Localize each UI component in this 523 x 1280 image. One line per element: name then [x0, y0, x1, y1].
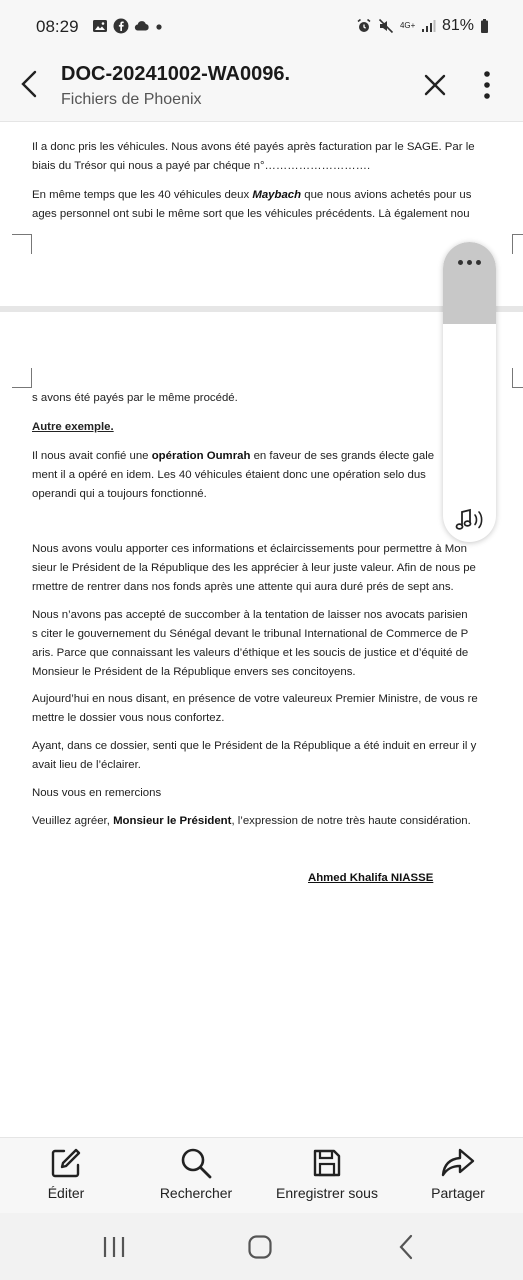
back-button[interactable] [10, 65, 48, 103]
paragraph-5: Nous avons voulu apporter ces informations et éclaircissements pour permettre à Mon sieur le Président de la République des les apprécier à leur juste valeur. Afin de nous pe rmettre de rentrer dans nos fonds après une attente qui aura duré prés de sept ans. [32, 543, 476, 593]
share-label: Partager [431, 1185, 485, 1201]
recent-apps-button[interactable] [99, 1233, 129, 1261]
paragraph-2-text: En même temps que les 40 véhicules deux [32, 189, 253, 201]
edit-button[interactable] [30, 1146, 102, 1201]
save-as-button[interactable] [270, 1146, 384, 1201]
paragraph-3: s avons été payés par le même procédé. [32, 392, 238, 404]
page-crop-mark [12, 368, 32, 388]
battery-icon [480, 18, 489, 34]
paragraph-10 [32, 812, 518, 831]
signature-name: Ahmed Khalifa NIASSE [308, 872, 434, 884]
page-crop-mark [512, 234, 523, 254]
mute-icon [378, 18, 394, 34]
save-icon [310, 1146, 344, 1180]
maybach-text: Maybach [252, 189, 302, 201]
signal-icon [420, 18, 436, 34]
paragraph-8: Ayant, dans ce dossier, senti que le Président de la République a été induit en erreur il y avait lieu de l’éclairer. [32, 740, 477, 771]
back-icon [396, 1234, 416, 1260]
document-source: Fichiers de Phoenix [61, 91, 202, 108]
close-button[interactable] [418, 68, 452, 102]
status-notification-icons [92, 18, 163, 34]
edit-icon [49, 1146, 83, 1180]
section-heading: Autre exemple. [32, 421, 114, 433]
paragraph-7: Aujourd’hui en nous disant, en présence de votre valeureux Premier Ministre, de vous re mettre le dossier vous nous confortez. [32, 693, 478, 724]
chevron-left-icon [18, 69, 40, 99]
search-label: Rechercher [159, 1185, 233, 1201]
page-crop-mark [12, 234, 32, 254]
system-back-button[interactable] [391, 1233, 421, 1261]
document-title: DOC-20241002-WA0096. [61, 63, 291, 85]
page-crop-mark [512, 368, 523, 388]
status-bar [0, 0, 523, 56]
share-icon [440, 1146, 476, 1180]
bottom-action-bar [0, 1137, 523, 1213]
scroll-thumb[interactable] [443, 242, 496, 324]
close-icon [423, 73, 447, 97]
operation-oumrah-text: opération Oumrah [151, 450, 251, 462]
app-bar [0, 56, 523, 122]
more-options-button[interactable] [472, 66, 502, 104]
facebook-icon [113, 18, 129, 34]
home-icon [247, 1234, 273, 1260]
recent-apps-icon [101, 1235, 127, 1259]
paragraph-4-text: Il nous avait confié une [32, 450, 152, 462]
home-button[interactable] [245, 1233, 275, 1261]
share-button[interactable] [420, 1146, 496, 1201]
system-navigation-bar [0, 1213, 523, 1280]
alarm-icon [356, 18, 372, 34]
paragraph-4-text-continued: en faveur de ses grands électe gale ment il a opéré en idem. Les 40 véhicules étaient donc une opération selo dus operandi qui a toujours fonctionné. [32, 450, 435, 500]
paragraph-2-text-continued: que nous avions achetés pour us ages personnel ont subi le même sort que les véhicules précédents. Là également nou [32, 189, 472, 220]
monsieur-le-president-text: Monsieur le Président [113, 815, 232, 827]
save-as-label: Enregistrer sous [276, 1185, 378, 1201]
paragraph-1: Il a donc pris les véhicules. Nous avons été payés après facturation par le SAGE. Par le biais du Trésor qui nous a payé par chéque n°………………………. [32, 141, 475, 172]
paragraph-6: Nous n’avons pas accepté de succomber à la tentation de laisser nos avocats parisien s citer le gouvernement du Sénégal devant le tribunal International de Commerce de P aris. Parce que connaissant les valeurs d’éthique et les soucis de justice et d’équité de Monsieur le Président de la République envers ses concitoyens. [32, 609, 469, 678]
gallery-icon [92, 18, 108, 34]
paragraph-9: Nous vous en remercions [32, 787, 162, 799]
network-type: 4G+ [399, 21, 416, 30]
battery-percentage: 81% [441, 17, 474, 34]
more-horizontal-icon[interactable] [443, 260, 496, 265]
search-icon [179, 1146, 213, 1180]
paragraph-10-text: Veuillez agréer, [32, 815, 114, 827]
paragraph-2 [32, 186, 518, 224]
read-aloud-icon[interactable] [452, 506, 488, 534]
status-system-icons [356, 17, 489, 35]
paragraph-10-text-continued: , l’expression de notre très haute considération. [231, 815, 471, 827]
dot-icon [155, 18, 163, 34]
edit-label: Éditer [47, 1185, 85, 1201]
cloud-icon [134, 18, 150, 34]
status-time: 08:29 [36, 17, 79, 36]
more-vertical-icon [483, 70, 491, 100]
scroll-widget[interactable] [443, 242, 496, 542]
search-button[interactable] [151, 1146, 241, 1201]
